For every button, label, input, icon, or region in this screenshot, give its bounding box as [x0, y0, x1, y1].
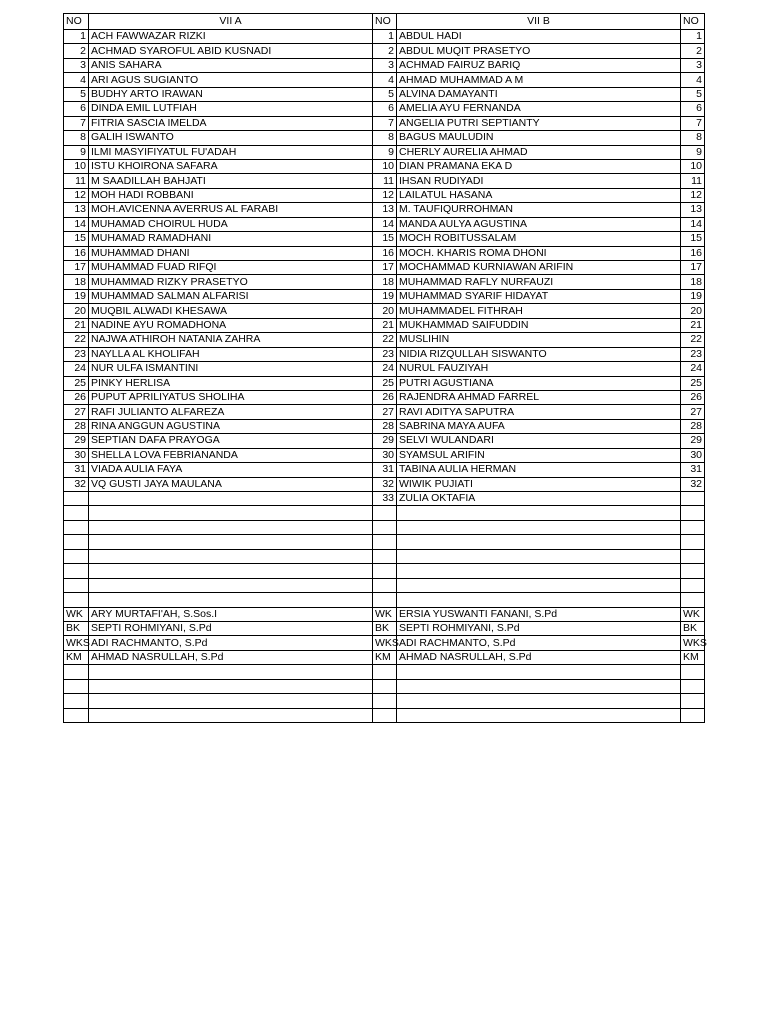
class-c-number: 5: [681, 87, 705, 101]
class-a-number: [64, 564, 89, 578]
class-a-number: 30: [64, 448, 89, 462]
class-a-number: 26: [64, 390, 89, 404]
class-b-student-name: MUHAMMAD RAFLY NURFAUZI: [397, 275, 681, 289]
class-a-student-name: [89, 593, 373, 607]
header-no-b: NO: [373, 14, 397, 30]
class-c-number: [681, 578, 705, 592]
class-a-number: 5: [64, 87, 89, 101]
class-b-number: 14: [373, 217, 397, 231]
student-row: [64, 289, 705, 303]
class-c-number: 21: [681, 318, 705, 332]
class-b-staff-role: [373, 665, 397, 679]
class-b-student-name: LAILATUL HASANA: [397, 188, 681, 202]
class-b-number: [373, 578, 397, 592]
student-row: [64, 506, 705, 520]
class-b-student-name: DIAN PRAMANA EKA D: [397, 159, 681, 173]
class-a-number: 18: [64, 275, 89, 289]
student-row: [64, 578, 705, 592]
class-b-student-name: WIWIK PUJIATI: [397, 477, 681, 491]
class-b-number: 3: [373, 58, 397, 72]
class-b-number: 9: [373, 145, 397, 159]
class-a-student-name: ARI AGUS SUGIANTO: [89, 73, 373, 87]
class-b-number: 2: [373, 44, 397, 58]
class-b-student-name: [397, 578, 681, 592]
student-row: [64, 145, 705, 159]
class-c-number: 2: [681, 44, 705, 58]
class-a-student-name: MUHAMMAD RIZKY PRASETYO: [89, 275, 373, 289]
class-a-staff-name: AHMAD NASRULLAH, S.Pd: [89, 650, 373, 664]
class-b-number: 1: [373, 30, 397, 44]
class-b-student-name: SYAMSUL ARIFIN: [397, 448, 681, 462]
class-c-number: 16: [681, 246, 705, 260]
class-a-student-name: RINA ANGGUN AGUSTINA: [89, 419, 373, 433]
class-b-student-name: [397, 564, 681, 578]
class-a-number: 11: [64, 174, 89, 188]
class-b-number: 25: [373, 376, 397, 390]
class-a-student-name: M SAADILLAH BAHJATI: [89, 174, 373, 188]
student-row: [64, 203, 705, 217]
class-b-number: 20: [373, 304, 397, 318]
class-b-student-name: [397, 593, 681, 607]
class-a-student-name: [89, 549, 373, 563]
class-a-number: 15: [64, 232, 89, 246]
class-a-staff-role: WK: [64, 607, 89, 621]
class-a-student-name: [89, 578, 373, 592]
class-b-staff-role: BK: [373, 621, 397, 635]
student-row: [64, 535, 705, 549]
student-row: [64, 362, 705, 376]
class-b-number: 18: [373, 275, 397, 289]
class-c-number: 9: [681, 145, 705, 159]
class-a-student-name: VIADA AULIA FAYA: [89, 463, 373, 477]
class-b-student-name: MUKHAMMAD SAIFUDDIN: [397, 318, 681, 332]
class-a-student-name: SEPTIAN DAFA PRAYOGA: [89, 434, 373, 448]
header-class-a: VII A: [89, 14, 373, 30]
student-row: [64, 434, 705, 448]
class-a-student-name: [89, 520, 373, 534]
class-b-number: [373, 506, 397, 520]
class-b-student-name: NURUL FAUZIYAH: [397, 362, 681, 376]
class-b-number: 31: [373, 463, 397, 477]
class-b-staff-name: ERSIA YUSWANTI FANANI, S.Pd: [397, 607, 681, 621]
class-a-number: 32: [64, 477, 89, 491]
class-b-number: 29: [373, 434, 397, 448]
student-row: [64, 131, 705, 145]
class-b-number: 17: [373, 261, 397, 275]
class-a-student-name: SHELLA LOVA FEBRIANANDA: [89, 448, 373, 462]
class-b-staff-name: SEPTI ROHMIYANI, S.Pd: [397, 621, 681, 635]
class-c-number: 18: [681, 275, 705, 289]
class-a-staff-name: ARY MURTAFI'AH, S.Sos.I: [89, 607, 373, 621]
class-a-student-name: ANIS SAHARA: [89, 58, 373, 72]
student-row: [64, 87, 705, 101]
class-b-student-name: MUSLIHIN: [397, 333, 681, 347]
class-a-student-name: PUPUT APRILIYATUS SHOLIHA: [89, 390, 373, 404]
class-a-staff-role: [64, 665, 89, 679]
student-row: [64, 159, 705, 173]
class-a-number: 3: [64, 58, 89, 72]
staff-row: [64, 607, 705, 621]
class-a-staff-name: [89, 694, 373, 708]
class-b-number: 6: [373, 102, 397, 116]
student-row: [64, 549, 705, 563]
class-a-student-name: [89, 506, 373, 520]
class-b-number: 15: [373, 232, 397, 246]
class-b-student-name: AHMAD MUHAMMAD A M: [397, 73, 681, 87]
class-b-student-name: MOCHAMMAD KURNIAWAN ARIFIN: [397, 261, 681, 275]
class-b-student-name: PUTRI AGUSTIANA: [397, 376, 681, 390]
class-b-number: 4: [373, 73, 397, 87]
class-b-student-name: BAGUS MAULUDIN: [397, 131, 681, 145]
class-roster-table: [63, 13, 705, 723]
class-b-student-name: ABDUL HADI: [397, 30, 681, 44]
staff-row: [64, 621, 705, 635]
class-a-number: 12: [64, 188, 89, 202]
class-a-student-name: VQ GUSTI JAYA MAULANA: [89, 477, 373, 491]
class-c-number: 14: [681, 217, 705, 231]
class-a-staff-name: SEPTI ROHMIYANI, S.Pd: [89, 621, 373, 635]
class-c-staff-role: [681, 708, 705, 722]
class-b-number: 33: [373, 492, 397, 506]
student-row: [64, 419, 705, 433]
class-c-number: [681, 492, 705, 506]
class-a-student-name: NUR ULFA ISMANTINI: [89, 362, 373, 376]
class-a-student-name: MOH.AVICENNA AVERRUS AL FARABI: [89, 203, 373, 217]
class-c-staff-role: BK: [681, 621, 705, 635]
class-b-student-name: RAVI ADITYA SAPUTRA: [397, 405, 681, 419]
class-b-number: 26: [373, 390, 397, 404]
class-b-student-name: SELVI WULANDARI: [397, 434, 681, 448]
class-a-number: [64, 492, 89, 506]
student-row: [64, 347, 705, 361]
class-c-staff-role: [681, 694, 705, 708]
class-b-student-name: M. TAUFIQURROHMAN: [397, 203, 681, 217]
class-b-number: [373, 564, 397, 578]
class-c-staff-role: KM: [681, 650, 705, 664]
class-b-number: [373, 520, 397, 534]
class-b-student-name: MOCH ROBITUSSALAM: [397, 232, 681, 246]
class-a-number: [64, 593, 89, 607]
staff-row: [64, 694, 705, 708]
class-b-staff-name: [397, 679, 681, 693]
class-b-student-name: SABRINA MAYA AUFA: [397, 419, 681, 433]
staff-row: [64, 708, 705, 722]
class-b-number: 27: [373, 405, 397, 419]
class-b-staff-role: [373, 679, 397, 693]
class-b-number: 13: [373, 203, 397, 217]
class-a-number: 4: [64, 73, 89, 87]
class-a-student-name: [89, 535, 373, 549]
class-c-number: 32: [681, 477, 705, 491]
class-a-number: 17: [64, 261, 89, 275]
student-row: [64, 390, 705, 404]
class-a-student-name: MUHAMAD CHOIRUL HUDA: [89, 217, 373, 231]
student-row: [64, 174, 705, 188]
class-a-student-name: MUHAMMAD FUAD RIFQI: [89, 261, 373, 275]
class-b-student-name: CHERLY AURELIA AHMAD: [397, 145, 681, 159]
student-row: [64, 564, 705, 578]
class-a-number: 9: [64, 145, 89, 159]
class-a-student-name: MUQBIL ALWADI KHESAWA: [89, 304, 373, 318]
class-c-number: [681, 549, 705, 563]
class-c-number: [681, 535, 705, 549]
class-a-student-name: ACHMAD SYAROFUL ABID KUSNADI: [89, 44, 373, 58]
class-a-student-name: GALIH ISWANTO: [89, 131, 373, 145]
class-b-student-name: MUHAMMAD SYARIF HIDAYAT: [397, 289, 681, 303]
class-b-number: 30: [373, 448, 397, 462]
class-b-student-name: IHSAN RUDIYADI: [397, 174, 681, 188]
staff-row: [64, 665, 705, 679]
class-b-number: [373, 535, 397, 549]
class-b-staff-role: WK: [373, 607, 397, 621]
class-a-staff-role: [64, 679, 89, 693]
student-row: [64, 304, 705, 318]
class-a-staff-role: KM: [64, 650, 89, 664]
class-a-student-name: MUHAMAD RAMADHANI: [89, 232, 373, 246]
class-a-number: 1: [64, 30, 89, 44]
student-row: [64, 44, 705, 58]
class-b-student-name: ALVINA DAMAYANTI: [397, 87, 681, 101]
class-a-student-name: MOH HADI ROBBANI: [89, 188, 373, 202]
class-a-number: 21: [64, 318, 89, 332]
student-row: [64, 405, 705, 419]
staff-row: [64, 636, 705, 650]
class-c-number: 6: [681, 102, 705, 116]
class-a-number: 23: [64, 347, 89, 361]
class-c-number: 15: [681, 232, 705, 246]
class-b-student-name: ZULIA OKTAFIA: [397, 492, 681, 506]
student-row: [64, 116, 705, 130]
class-a-number: 29: [64, 434, 89, 448]
class-b-number: [373, 549, 397, 563]
class-b-student-name: [397, 506, 681, 520]
student-row: [64, 318, 705, 332]
class-a-number: 24: [64, 362, 89, 376]
class-b-student-name: AMELIA AYU FERNANDA: [397, 102, 681, 116]
class-b-student-name: ANGELIA PUTRI SEPTIANTY: [397, 116, 681, 130]
student-row: [64, 30, 705, 44]
class-c-number: 27: [681, 405, 705, 419]
class-b-number: 12: [373, 188, 397, 202]
class-a-student-name: ISTU KHOIRONA SAFARA: [89, 159, 373, 173]
class-a-number: 8: [64, 131, 89, 145]
class-a-staff-name: [89, 708, 373, 722]
header-no-a: NO: [64, 14, 89, 30]
class-b-staff-role: KM: [373, 650, 397, 664]
class-b-student-name: [397, 549, 681, 563]
class-c-number: 7: [681, 116, 705, 130]
class-a-number: 31: [64, 463, 89, 477]
class-c-number: [681, 564, 705, 578]
class-a-number: 20: [64, 304, 89, 318]
class-c-staff-role: WK: [681, 607, 705, 621]
class-a-number: 16: [64, 246, 89, 260]
class-a-student-name: MUHAMMAD DHANI: [89, 246, 373, 260]
class-c-staff-role: [681, 679, 705, 693]
class-c-number: 4: [681, 73, 705, 87]
class-c-number: 12: [681, 188, 705, 202]
class-c-number: 20: [681, 304, 705, 318]
class-c-staff-role: [681, 665, 705, 679]
student-row: [64, 463, 705, 477]
class-a-student-name: NAJWA ATHIROH NATANIA ZAHRA: [89, 333, 373, 347]
class-a-staff-role: WKS: [64, 636, 89, 650]
class-a-number: 2: [64, 44, 89, 58]
class-b-student-name: RAJENDRA AHMAD FARREL: [397, 390, 681, 404]
class-b-number: 11: [373, 174, 397, 188]
class-b-student-name: MANDA AULYA AGUSTINA: [397, 217, 681, 231]
class-c-number: 13: [681, 203, 705, 217]
student-row: [64, 477, 705, 491]
student-row: [64, 448, 705, 462]
header-no-c: NO: [681, 14, 705, 30]
class-c-number: 8: [681, 131, 705, 145]
class-a-student-name: DINDA EMIL LUTFIAH: [89, 102, 373, 116]
class-b-number: 21: [373, 318, 397, 332]
student-row: [64, 593, 705, 607]
class-c-number: 3: [681, 58, 705, 72]
class-a-number: [64, 549, 89, 563]
student-row: [64, 492, 705, 506]
class-a-number: 28: [64, 419, 89, 433]
class-c-number: 19: [681, 289, 705, 303]
class-c-number: 26: [681, 390, 705, 404]
student-row: [64, 520, 705, 534]
student-row: [64, 232, 705, 246]
class-c-number: [681, 506, 705, 520]
student-row: [64, 102, 705, 116]
class-b-number: 10: [373, 159, 397, 173]
class-c-staff-role: WKS: [681, 636, 705, 650]
class-c-number: 10: [681, 159, 705, 173]
student-row: [64, 217, 705, 231]
class-a-student-name: MUHAMMAD SALMAN ALFARISI: [89, 289, 373, 303]
class-b-staff-name: [397, 708, 681, 722]
class-a-staff-name: ADI RACHMANTO, S.Pd: [89, 636, 373, 650]
staff-row: [64, 679, 705, 693]
class-c-number: 25: [681, 376, 705, 390]
class-c-number: 1: [681, 30, 705, 44]
class-b-staff-role: [373, 708, 397, 722]
class-b-number: [373, 593, 397, 607]
class-a-number: [64, 578, 89, 592]
class-b-student-name: ABDUL MUQIT PRASETYO: [397, 44, 681, 58]
class-a-student-name: FITRIA SASCIA IMELDA: [89, 116, 373, 130]
student-row: [64, 333, 705, 347]
class-a-student-name: PINKY HERLISA: [89, 376, 373, 390]
staff-row: [64, 650, 705, 664]
class-a-student-name: BUDHY ARTO IRAWAN: [89, 87, 373, 101]
class-c-number: 30: [681, 448, 705, 462]
class-a-student-name: RAFI JULIANTO ALFAREZA: [89, 405, 373, 419]
class-b-student-name: MUHAMMADEL FITHRAH: [397, 304, 681, 318]
class-c-number: 31: [681, 463, 705, 477]
class-a-student-name: NADINE AYU ROMADHONA: [89, 318, 373, 332]
student-row: [64, 261, 705, 275]
class-b-student-name: [397, 535, 681, 549]
class-a-student-name: [89, 564, 373, 578]
class-b-number: 24: [373, 362, 397, 376]
class-b-staff-name: ADI RACHMANTO, S.Pd: [397, 636, 681, 650]
class-c-number: 24: [681, 362, 705, 376]
class-a-number: 14: [64, 217, 89, 231]
class-a-number: 7: [64, 116, 89, 130]
class-a-number: 27: [64, 405, 89, 419]
class-a-staff-role: [64, 708, 89, 722]
class-a-number: 13: [64, 203, 89, 217]
student-row: [64, 246, 705, 260]
class-c-number: 23: [681, 347, 705, 361]
class-b-student-name: TABINA AULIA HERMAN: [397, 463, 681, 477]
class-a-number: [64, 520, 89, 534]
class-b-staff-name: [397, 694, 681, 708]
class-a-student-name: NAYLLA AL KHOLIFAH: [89, 347, 373, 361]
student-row: [64, 376, 705, 390]
class-b-number: 22: [373, 333, 397, 347]
class-b-number: 5: [373, 87, 397, 101]
class-a-number: [64, 535, 89, 549]
class-a-number: 22: [64, 333, 89, 347]
class-a-number: 19: [64, 289, 89, 303]
class-b-staff-name: AHMAD NASRULLAH, S.Pd: [397, 650, 681, 664]
student-row: [64, 58, 705, 72]
class-c-number: [681, 520, 705, 534]
class-b-staff-role: [373, 694, 397, 708]
class-b-number: 32: [373, 477, 397, 491]
class-b-number: 28: [373, 419, 397, 433]
class-a-student-name: [89, 492, 373, 506]
roster-body: [64, 14, 705, 723]
class-b-student-name: MOCH. KHARIS ROMA DHONI: [397, 246, 681, 260]
class-a-staff-role: [64, 694, 89, 708]
class-b-number: 8: [373, 131, 397, 145]
class-a-staff-name: [89, 665, 373, 679]
class-c-number: [681, 593, 705, 607]
class-b-student-name: NIDIA RIZQULLAH SISWANTO: [397, 347, 681, 361]
class-c-number: 17: [681, 261, 705, 275]
class-b-number: 7: [373, 116, 397, 130]
student-row: [64, 275, 705, 289]
class-a-number: 6: [64, 102, 89, 116]
student-row: [64, 188, 705, 202]
class-a-staff-role: BK: [64, 621, 89, 635]
header-row: [64, 14, 705, 30]
student-row: [64, 73, 705, 87]
class-a-number: [64, 506, 89, 520]
class-a-student-name: ILMI MASYIFIYATUL FU'ADAH: [89, 145, 373, 159]
class-c-number: 29: [681, 434, 705, 448]
class-a-number: 25: [64, 376, 89, 390]
class-a-student-name: ACH FAWWAZAR RIZKI: [89, 30, 373, 44]
class-b-student-name: [397, 520, 681, 534]
class-c-number: 28: [681, 419, 705, 433]
class-b-number: 16: [373, 246, 397, 260]
class-b-staff-role: WKS: [373, 636, 397, 650]
class-c-number: 11: [681, 174, 705, 188]
class-c-number: 22: [681, 333, 705, 347]
header-class-b: VII B: [397, 14, 681, 30]
class-b-student-name: ACHMAD FAIRUZ BARIQ: [397, 58, 681, 72]
class-b-staff-name: [397, 665, 681, 679]
class-a-staff-name: [89, 679, 373, 693]
class-b-number: 19: [373, 289, 397, 303]
class-a-number: 10: [64, 159, 89, 173]
class-b-number: 23: [373, 347, 397, 361]
